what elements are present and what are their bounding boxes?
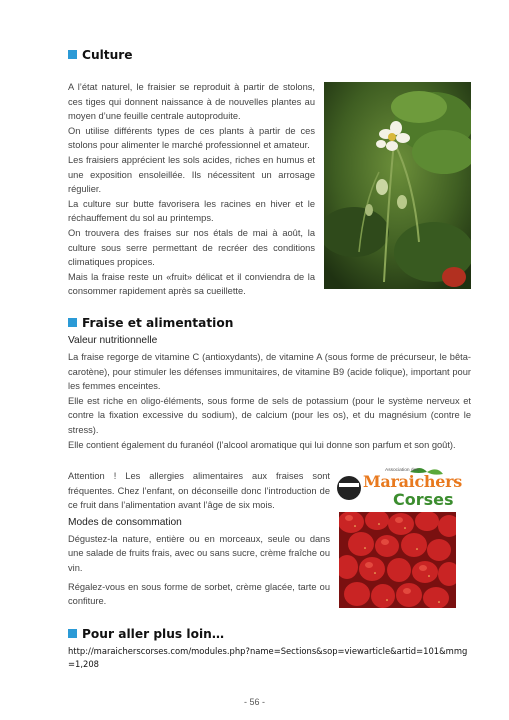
page-number: - 56 -: [243, 697, 265, 707]
logo-line2: Corses: [393, 490, 454, 509]
section-heading-culture: [68, 48, 133, 62]
section-heading-alimentation: [68, 316, 233, 330]
reference-link[interactable]: http://maraicherscorses.com/modules.php?name=Sections&sop=viewarticle&artid=101&mmg=1,208: [68, 646, 468, 669]
paragraph: Les fraisiers apprécient les sols acides, riches en humus et une exposition ensoleillée. Ils nécessitent un arrosage régulier.: [68, 154, 315, 195]
heading-text: Culture: [82, 48, 133, 62]
paragraph: Elle est riche en oligo-éléments, sous forme de sels de potassium (pour le système nerveux et contre la fixation excessive du sodium), de calcium (pour les os), et du magnésium (contre le stress).: [68, 395, 471, 435]
paragraph: Mais la fraise reste un «fruit» délicat et il conviendra de la consommer rapidement après sa cueillette.: [68, 271, 315, 297]
paragraph: On trouvera des fraises sur nos étals de mai à août, la culture sous serre permettant de recréer des conditions climatiques propices.: [68, 227, 315, 268]
paragraph: On utilise différents types de ces plants à partir de ces stolons pour alimenter le marché professionnel et amateur.: [68, 125, 315, 151]
paragraph: La culture sur butte favorisera les racines en hiver et le réchauffement du sol au printemps.: [68, 198, 315, 224]
maraichers-corses-logo: [335, 466, 462, 511]
paragraph: La fraise regorge de vitamine C (antioxydants), de vitamine A (sous forme de précurseur, le bêta-carotène), pour stimuler les défenses immunitaires, de vitamine B9 (acide folique), important pour les femmes enceintes.: [68, 352, 471, 392]
strawberries-photo: [339, 512, 456, 608]
alimentation-text: [68, 350, 471, 452]
logo-line1: Maraichers: [363, 472, 462, 491]
subheading-consommation: Modes de consommation: [68, 516, 182, 528]
heading-text: Pour aller plus loin…: [82, 627, 225, 641]
subheading-valeur: Valeur nutritionnelle: [68, 335, 158, 346]
consommation-text: [68, 469, 330, 609]
paragraph: Elle contient également du furanéol (l’alcool aromatique qui lui donne son parfum et son goût).: [68, 439, 456, 450]
paragraph: Régalez-vous en sous forme de sorbet, crème glacée, tarte ou confiture.: [68, 581, 330, 607]
bullet-square-icon: [68, 50, 77, 59]
bullet-square-icon: [68, 318, 77, 327]
paragraph: A l’état naturel, le fraisier se reproduit à partir de stolons, ces tiges qui donnent naissance à de nouvelles plantes au moyen d’une feuille centrale autoproduite.: [68, 82, 315, 122]
heading-text: Fraise et alimentation: [82, 316, 234, 330]
strawberry-plant-photo: [324, 82, 471, 289]
logo-tagline: Association des: [385, 468, 419, 473]
culture-text: [68, 80, 315, 299]
attention-paragraph: Attention ! Les allergies alimentaires aux fraises sont fréquentes. Chez l’enfant, on déconseille donc l’introduction de ce fruit dans l’alimentation avant l’âge de six mois.: [68, 471, 330, 511]
section-heading-plus-loin: [68, 627, 224, 641]
bullet-square-icon: [68, 629, 77, 638]
paragraph: Dégustez-la nature, entière ou en morceaux, seule ou dans une salade de fruits frais, avec ou sans sucre, crème fraîche ou vin.: [68, 533, 330, 573]
